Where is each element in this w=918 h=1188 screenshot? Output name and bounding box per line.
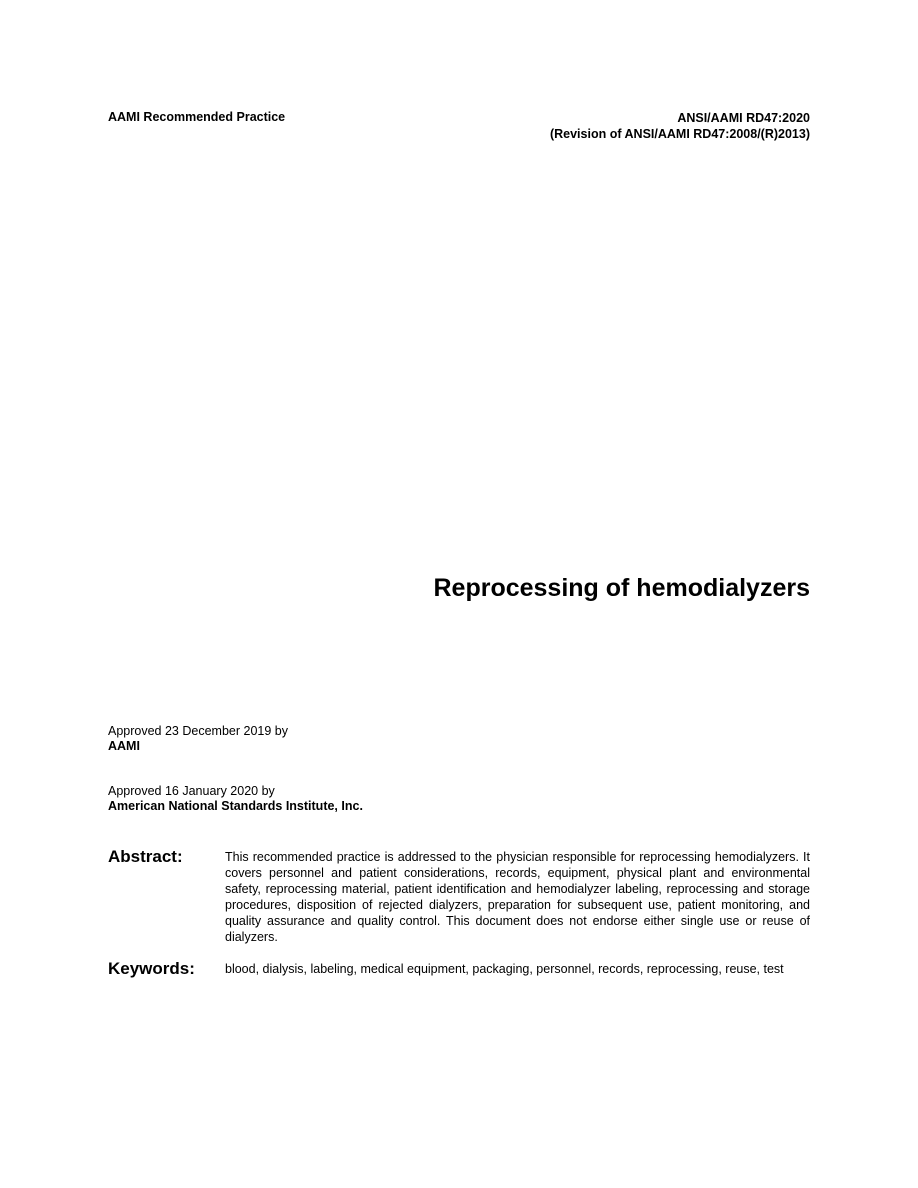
approval-ansi: [108, 784, 363, 814]
keywords-text: blood, dialysis, labeling, medical equipment, packaging, personnel, records, reprocessing, reuse, test: [225, 962, 784, 976]
approval-body: AAMI: [108, 739, 140, 753]
header-series-label: AAMI Recommended Practice: [108, 110, 286, 124]
approval-body: American National Standards Institute, Inc.: [108, 799, 363, 813]
abstract-label: Abstract:: [108, 847, 183, 866]
standard-designation: ANSI/AAMI RD47:2020: [677, 111, 810, 125]
header-designation-block: [550, 110, 810, 142]
keywords-label: Keywords:: [108, 959, 195, 978]
approval-aami: [108, 724, 288, 754]
approval-date-line: Approved 16 January 2020 by: [108, 784, 275, 798]
document-title: Reprocessing of hemodialyzers: [433, 574, 810, 602]
revision-note: (Revision of ANSI/AAMI RD47:2008/(R)2013): [549, 127, 810, 141]
approval-date-line: Approved 23 December 2019 by: [108, 724, 288, 738]
abstract-text: This recommended practice is addressed to the physician responsible for reprocessing hemodialyzers. It covers personnel and patient considerations, records, equipment, physical plant and environmental safety, reprocessing material, patient identification and hemodialyzer labeling, reprocessing and storage procedures, disposition of rejected dialyzers, preparation for subsequent use, patient monitoring, and quality assurance and quality control. This document does not endorse either single use or reuse of dialyzers.: [225, 850, 810, 944]
